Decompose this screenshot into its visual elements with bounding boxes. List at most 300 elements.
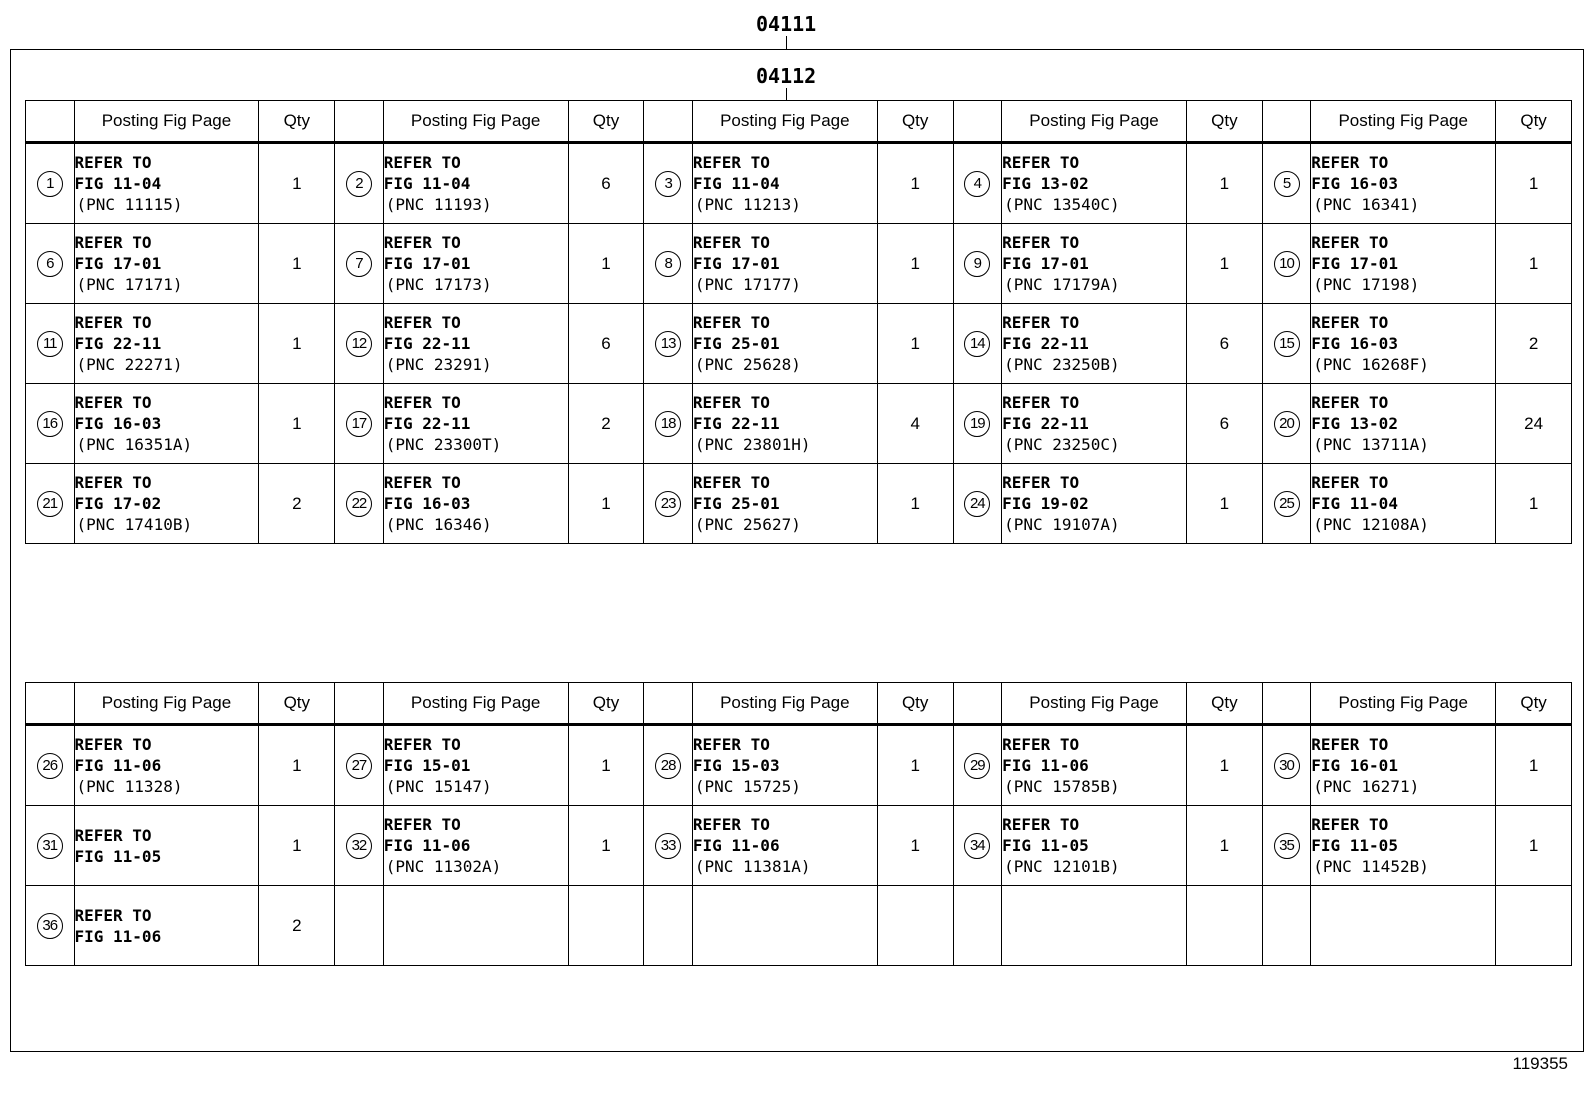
parts-table-lower (25, 682, 1572, 966)
item-number-cell (1262, 725, 1311, 806)
table-row (26, 464, 1572, 544)
table-row (26, 725, 1572, 806)
refer-to-text: REFER TO (74, 473, 152, 492)
item-number-circle: 25 (1274, 491, 1300, 517)
pnc-text: (PNC 13711A) (1313, 435, 1429, 454)
posting-fig-cell (1311, 304, 1496, 384)
item-number-cell (1262, 224, 1311, 304)
header-posting-fig-page: Posting Fig Page (1311, 683, 1496, 725)
refer-to-text: REFER TO (383, 233, 461, 252)
item-number-cell (26, 384, 75, 464)
pnc-text: (PNC 25627) (694, 515, 801, 534)
pnc-text: (PNC 16346) (385, 515, 492, 534)
refer-to-text: REFER TO (74, 313, 152, 332)
header-qty: Qty (1496, 101, 1572, 143)
pnc-text: (PNC 15725) (694, 777, 801, 796)
item-number-cell (335, 304, 384, 384)
fig-number-text: FIG 19-02 (1002, 494, 1089, 513)
item-number-cell (644, 224, 693, 304)
pnc-text: (PNC 23250C) (1004, 435, 1120, 454)
fig-number-text: FIG 11-04 (74, 174, 162, 193)
refer-to-text: REFER TO (1311, 233, 1389, 252)
item-number-cell (335, 806, 384, 886)
table-row (26, 886, 1572, 966)
header-blank-cell (953, 101, 1002, 143)
fig-number-text: FIG 22-11 (692, 414, 780, 433)
item-number-circle: 36 (37, 913, 63, 939)
item-number-circle: 14 (964, 331, 990, 357)
pnc-text: (PNC 11115) (76, 195, 183, 214)
pnc-text: (PNC 17179A) (1004, 275, 1120, 294)
item-number-circle: 22 (346, 491, 372, 517)
fig-number-text: FIG 15-03 (692, 756, 780, 775)
item-number-cell (26, 886, 75, 966)
refer-to-text: REFER TO (383, 735, 461, 754)
pnc-text: (PNC 11213) (694, 195, 801, 214)
pnc-text: (PNC 11381A) (694, 857, 811, 876)
posting-fig-cell (1311, 464, 1496, 544)
item-number-cell (953, 304, 1002, 384)
item-number-cell (335, 464, 384, 544)
assembly-label-04111: 04111 (756, 12, 817, 36)
item-number-circle: 3 (655, 171, 681, 197)
refer-to-text: REFER TO (1002, 233, 1080, 252)
header-blank-cell (26, 101, 75, 143)
fig-number-text: FIG 16-03 (74, 414, 162, 433)
fig-number-text: FIG 16-03 (1311, 174, 1398, 193)
item-number-cell (953, 886, 1002, 966)
item-number-cell (335, 886, 384, 966)
pnc-text: (PNC 17198) (1313, 275, 1420, 294)
header-blank-cell (644, 101, 693, 143)
qty-cell: 1 (259, 384, 335, 464)
header-qty: Qty (1496, 683, 1572, 725)
refer-to-text: REFER TO (383, 313, 461, 332)
qty-cell: 1 (1496, 464, 1572, 544)
posting-fig-cell (74, 143, 259, 224)
fig-number-text: FIG 11-06 (1002, 756, 1089, 775)
qty-cell: 6 (1186, 304, 1262, 384)
header-posting-fig-page: Posting Fig Page (692, 101, 877, 143)
item-number-circle: 24 (964, 491, 990, 517)
posting-fig-cell (1311, 806, 1496, 886)
item-number-circle: 26 (37, 753, 63, 779)
item-number-cell (953, 224, 1002, 304)
fig-number-text: FIG 16-03 (1311, 334, 1398, 353)
item-number-cell (335, 143, 384, 224)
pnc-text: (PNC 22271) (76, 355, 183, 374)
qty-cell: 1 (1186, 464, 1262, 544)
posting-fig-cell (692, 886, 877, 966)
qty-cell (1186, 886, 1262, 966)
item-number-cell (953, 143, 1002, 224)
pnc-text: (PNC 17410B) (76, 515, 193, 534)
posting-fig-cell (383, 224, 568, 304)
item-number-circle: 21 (37, 491, 63, 517)
item-number-circle: 31 (37, 833, 63, 859)
item-number-circle: 10 (1274, 251, 1300, 277)
pnc-text: (PNC 12108A) (1313, 515, 1429, 534)
pnc-text: (PNC 16268F) (1313, 355, 1429, 374)
posting-fig-cell (1311, 224, 1496, 304)
refer-to-text: REFER TO (1002, 153, 1080, 172)
item-number-cell (26, 143, 75, 224)
posting-fig-cell (1311, 725, 1496, 806)
item-number-circle: 8 (655, 251, 681, 277)
header-blank-cell (1262, 101, 1311, 143)
posting-fig-cell (383, 725, 568, 806)
posting-fig-cell (1002, 304, 1187, 384)
qty-cell (568, 886, 644, 966)
qty-cell: 6 (568, 143, 644, 224)
fig-number-text: FIG 22-11 (74, 334, 162, 353)
fig-number-text: FIG 17-02 (74, 494, 162, 513)
refer-to-text: REFER TO (383, 153, 461, 172)
posting-fig-cell (383, 464, 568, 544)
qty-cell: 1 (568, 464, 644, 544)
item-number-cell (644, 464, 693, 544)
qty-cell: 1 (877, 143, 953, 224)
qty-cell: 1 (259, 304, 335, 384)
refer-to-text: REFER TO (74, 735, 152, 754)
pnc-text: (PNC 25628) (694, 355, 801, 374)
item-number-circle: 11 (37, 331, 63, 357)
qty-cell: 1 (1496, 725, 1572, 806)
header-posting-fig-page: Posting Fig Page (692, 683, 877, 725)
fig-number-text: FIG 11-06 (74, 756, 162, 775)
pnc-text: (PNC 23300T) (385, 435, 502, 454)
qty-cell: 2 (259, 464, 335, 544)
pnc-text: (PNC 12101B) (1004, 857, 1120, 876)
item-number-circle: 9 (964, 251, 990, 277)
leader-line-04112 (786, 88, 787, 100)
item-number-cell (1262, 384, 1311, 464)
refer-to-text: REFER TO (1002, 393, 1080, 412)
item-number-cell (26, 304, 75, 384)
assembly-label-04112: 04112 (756, 64, 817, 88)
refer-to-text: REFER TO (1002, 313, 1080, 332)
header-blank-cell (953, 683, 1002, 725)
item-number-cell (644, 143, 693, 224)
fig-number-text: FIG 25-01 (692, 494, 780, 513)
item-number-circle: 30 (1274, 753, 1300, 779)
header-qty: Qty (877, 101, 953, 143)
table-row (26, 304, 1572, 384)
item-number-cell (644, 806, 693, 886)
refer-to-text: REFER TO (1311, 313, 1389, 332)
qty-cell: 1 (877, 464, 953, 544)
fig-number-text: FIG 22-11 (1002, 414, 1089, 433)
fig-number-text: FIG 11-06 (74, 926, 162, 946)
header-qty: Qty (877, 683, 953, 725)
header-posting-fig-page: Posting Fig Page (74, 683, 259, 725)
refer-to-text: REFER TO (692, 473, 770, 492)
header-blank-cell (26, 683, 75, 725)
fig-number-text: FIG 11-05 (74, 846, 162, 866)
refer-to-text: REFER TO (74, 825, 152, 845)
qty-cell: 1 (877, 725, 953, 806)
fig-number-text: FIG 16-01 (1311, 756, 1398, 775)
item-number-cell (26, 224, 75, 304)
qty-cell: 1 (568, 725, 644, 806)
header-posting-fig-page: Posting Fig Page (383, 683, 568, 725)
pnc-text: (PNC 13540C) (1004, 195, 1120, 214)
pnc-text: (PNC 23291) (385, 355, 492, 374)
header-blank-cell (335, 683, 384, 725)
leader-line-04111 (786, 36, 787, 49)
pnc-text: (PNC 11452B) (1313, 857, 1429, 876)
refer-to-text: REFER TO (692, 313, 770, 332)
header-qty: Qty (259, 101, 335, 143)
qty-cell: 2 (259, 886, 335, 966)
refer-to-text: REFER TO (1311, 393, 1389, 412)
fig-number-text: FIG 11-04 (692, 174, 780, 193)
posting-fig-cell (1002, 886, 1187, 966)
pnc-text: (PNC 23250B) (1004, 355, 1120, 374)
posting-fig-cell (1002, 143, 1187, 224)
item-number-circle: 1 (37, 171, 63, 197)
posting-fig-cell (1002, 725, 1187, 806)
refer-to-text: REFER TO (74, 905, 152, 925)
fig-number-text: FIG 11-05 (1311, 836, 1398, 855)
posting-fig-cell (692, 304, 877, 384)
item-number-circle: 27 (346, 753, 372, 779)
item-number-circle: 28 (655, 753, 681, 779)
item-number-circle: 2 (346, 171, 372, 197)
item-number-cell (953, 806, 1002, 886)
header-blank-cell (335, 101, 384, 143)
header-qty: Qty (1186, 101, 1262, 143)
fig-number-text: FIG 17-01 (74, 254, 162, 273)
fig-number-text: FIG 22-11 (383, 334, 471, 353)
header-qty: Qty (259, 683, 335, 725)
fig-number-text: FIG 16-03 (383, 494, 471, 513)
item-number-circle: 19 (964, 411, 990, 437)
item-number-cell (1262, 886, 1311, 966)
item-number-circle: 15 (1274, 331, 1300, 357)
item-number-cell (26, 725, 75, 806)
refer-to-text: REFER TO (1002, 735, 1080, 754)
pnc-text: (PNC 17171) (76, 275, 183, 294)
header-blank-cell (1262, 683, 1311, 725)
item-number-circle: 16 (37, 411, 63, 437)
item-number-circle: 6 (37, 251, 63, 277)
item-number-cell (1262, 143, 1311, 224)
pnc-text: (PNC 17177) (694, 275, 801, 294)
posting-fig-cell (1002, 806, 1187, 886)
posting-fig-cell (1002, 224, 1187, 304)
qty-cell: 1 (1186, 224, 1262, 304)
parts-table-upper (25, 100, 1572, 544)
posting-fig-cell (74, 384, 259, 464)
posting-fig-cell (692, 143, 877, 224)
posting-fig-cell (383, 886, 568, 966)
table-row (26, 384, 1572, 464)
item-number-cell (335, 384, 384, 464)
posting-fig-cell (1002, 464, 1187, 544)
refer-to-text: REFER TO (692, 735, 770, 754)
item-number-circle: 32 (346, 833, 372, 859)
refer-to-text: REFER TO (1311, 815, 1389, 834)
item-number-cell (335, 725, 384, 806)
item-number-circle: 4 (964, 171, 990, 197)
item-number-cell (1262, 304, 1311, 384)
fig-number-text: FIG 17-01 (1002, 254, 1089, 273)
qty-cell: 6 (568, 304, 644, 384)
posting-fig-cell (692, 224, 877, 304)
item-number-cell (644, 886, 693, 966)
item-number-circle: 7 (346, 251, 372, 277)
fig-number-text: FIG 15-01 (383, 756, 471, 775)
table-row (26, 806, 1572, 886)
item-number-circle: 5 (1274, 171, 1300, 197)
refer-to-text: REFER TO (74, 233, 152, 252)
pnc-text: (PNC 16341) (1313, 195, 1420, 214)
qty-cell: 24 (1496, 384, 1572, 464)
qty-cell: 1 (259, 725, 335, 806)
item-number-cell (1262, 806, 1311, 886)
qty-cell: 1 (259, 143, 335, 224)
fig-number-text: FIG 11-04 (1311, 494, 1398, 513)
item-number-cell (644, 304, 693, 384)
header-qty: Qty (568, 683, 644, 725)
qty-cell: 1 (568, 806, 644, 886)
qty-cell: 1 (1496, 806, 1572, 886)
item-number-cell (953, 464, 1002, 544)
posting-fig-cell (74, 806, 259, 886)
table-row (26, 224, 1572, 304)
fig-number-text: FIG 11-06 (692, 836, 780, 855)
qty-cell: 1 (259, 224, 335, 304)
fig-number-text: FIG 17-01 (692, 254, 780, 273)
qty-cell: 1 (1186, 806, 1262, 886)
table-row (26, 143, 1572, 224)
header-posting-fig-page: Posting Fig Page (1311, 101, 1496, 143)
fig-number-text: FIG 22-11 (383, 414, 471, 433)
qty-cell (1496, 886, 1572, 966)
posting-fig-cell (74, 304, 259, 384)
posting-fig-cell (383, 304, 568, 384)
refer-to-text: REFER TO (692, 233, 770, 252)
pnc-text: (PNC 11302A) (385, 857, 502, 876)
qty-cell: 2 (568, 384, 644, 464)
item-number-cell (26, 464, 75, 544)
item-number-circle: 34 (964, 833, 990, 859)
item-number-circle: 12 (346, 331, 372, 357)
item-number-cell (335, 224, 384, 304)
item-number-circle: 17 (346, 411, 372, 437)
posting-fig-cell (692, 806, 877, 886)
header-qty: Qty (1186, 683, 1262, 725)
posting-fig-cell (1311, 143, 1496, 224)
fig-number-text: FIG 13-02 (1002, 174, 1089, 193)
refer-to-text: REFER TO (1311, 735, 1389, 754)
item-number-circle: 13 (655, 331, 681, 357)
pnc-text: (PNC 11193) (385, 195, 492, 214)
header-posting-fig-page: Posting Fig Page (1002, 101, 1187, 143)
item-number-cell (644, 384, 693, 464)
qty-cell: 1 (877, 304, 953, 384)
fig-number-text: FIG 17-01 (383, 254, 471, 273)
refer-to-text: REFER TO (74, 153, 152, 172)
item-number-cell (953, 384, 1002, 464)
pnc-text: (PNC 15785B) (1004, 777, 1120, 796)
qty-cell: 1 (1186, 725, 1262, 806)
posting-fig-cell (1311, 384, 1496, 464)
header-posting-fig-page: Posting Fig Page (1002, 683, 1187, 725)
posting-fig-cell (74, 725, 259, 806)
posting-fig-cell (692, 725, 877, 806)
table-header-row (26, 101, 1572, 143)
fig-number-text: FIG 13-02 (1311, 414, 1398, 433)
fig-number-text: FIG 17-01 (1311, 254, 1398, 273)
qty-cell: 6 (1186, 384, 1262, 464)
pnc-text: (PNC 17173) (385, 275, 492, 294)
posting-fig-cell (74, 224, 259, 304)
refer-to-text: REFER TO (383, 393, 461, 412)
fig-number-text: FIG 25-01 (692, 334, 780, 353)
header-posting-fig-page: Posting Fig Page (74, 101, 259, 143)
item-number-cell (26, 806, 75, 886)
item-number-circle: 29 (964, 753, 990, 779)
posting-fig-cell (1002, 384, 1187, 464)
pnc-text: (PNC 16351A) (76, 435, 193, 454)
item-number-circle: 35 (1274, 833, 1300, 859)
posting-fig-cell (383, 806, 568, 886)
fig-number-text: FIG 11-06 (383, 836, 471, 855)
fig-number-text: FIG 22-11 (1002, 334, 1089, 353)
pnc-text: (PNC 19107A) (1004, 515, 1120, 534)
item-number-circle: 33 (655, 833, 681, 859)
refer-to-text: REFER TO (692, 815, 770, 834)
pnc-text: (PNC 23801H) (694, 435, 811, 454)
qty-cell: 2 (1496, 304, 1572, 384)
qty-cell: 1 (259, 806, 335, 886)
posting-fig-cell (383, 384, 568, 464)
item-number-cell (953, 725, 1002, 806)
posting-fig-cell (74, 886, 259, 966)
table-header-row (26, 683, 1572, 725)
refer-to-text: REFER TO (1311, 473, 1389, 492)
posting-fig-cell (1311, 886, 1496, 966)
qty-cell: 1 (568, 224, 644, 304)
pnc-text: (PNC 15147) (385, 777, 492, 796)
refer-to-text: REFER TO (692, 153, 770, 172)
refer-to-text: REFER TO (74, 393, 152, 412)
posting-fig-cell (74, 464, 259, 544)
illustration-reference-number: 119355 (1512, 1054, 1568, 1073)
qty-cell: 1 (877, 224, 953, 304)
posting-fig-cell (383, 143, 568, 224)
qty-cell: 4 (877, 384, 953, 464)
qty-cell: 1 (877, 806, 953, 886)
fig-number-text: FIG 11-04 (383, 174, 471, 193)
item-number-cell (644, 725, 693, 806)
refer-to-text: REFER TO (383, 815, 461, 834)
item-number-circle: 20 (1274, 411, 1300, 437)
item-number-circle: 23 (655, 491, 681, 517)
item-number-cell (1262, 464, 1311, 544)
qty-cell: 1 (1496, 143, 1572, 224)
fig-number-text: FIG 11-05 (1002, 836, 1089, 855)
pnc-text: (PNC 16271) (1313, 777, 1420, 796)
qty-cell: 1 (1186, 143, 1262, 224)
refer-to-text: REFER TO (1311, 153, 1389, 172)
posting-fig-cell (692, 464, 877, 544)
pnc-text: (PNC 11328) (76, 777, 183, 796)
header-posting-fig-page: Posting Fig Page (383, 101, 568, 143)
posting-fig-cell (692, 384, 877, 464)
